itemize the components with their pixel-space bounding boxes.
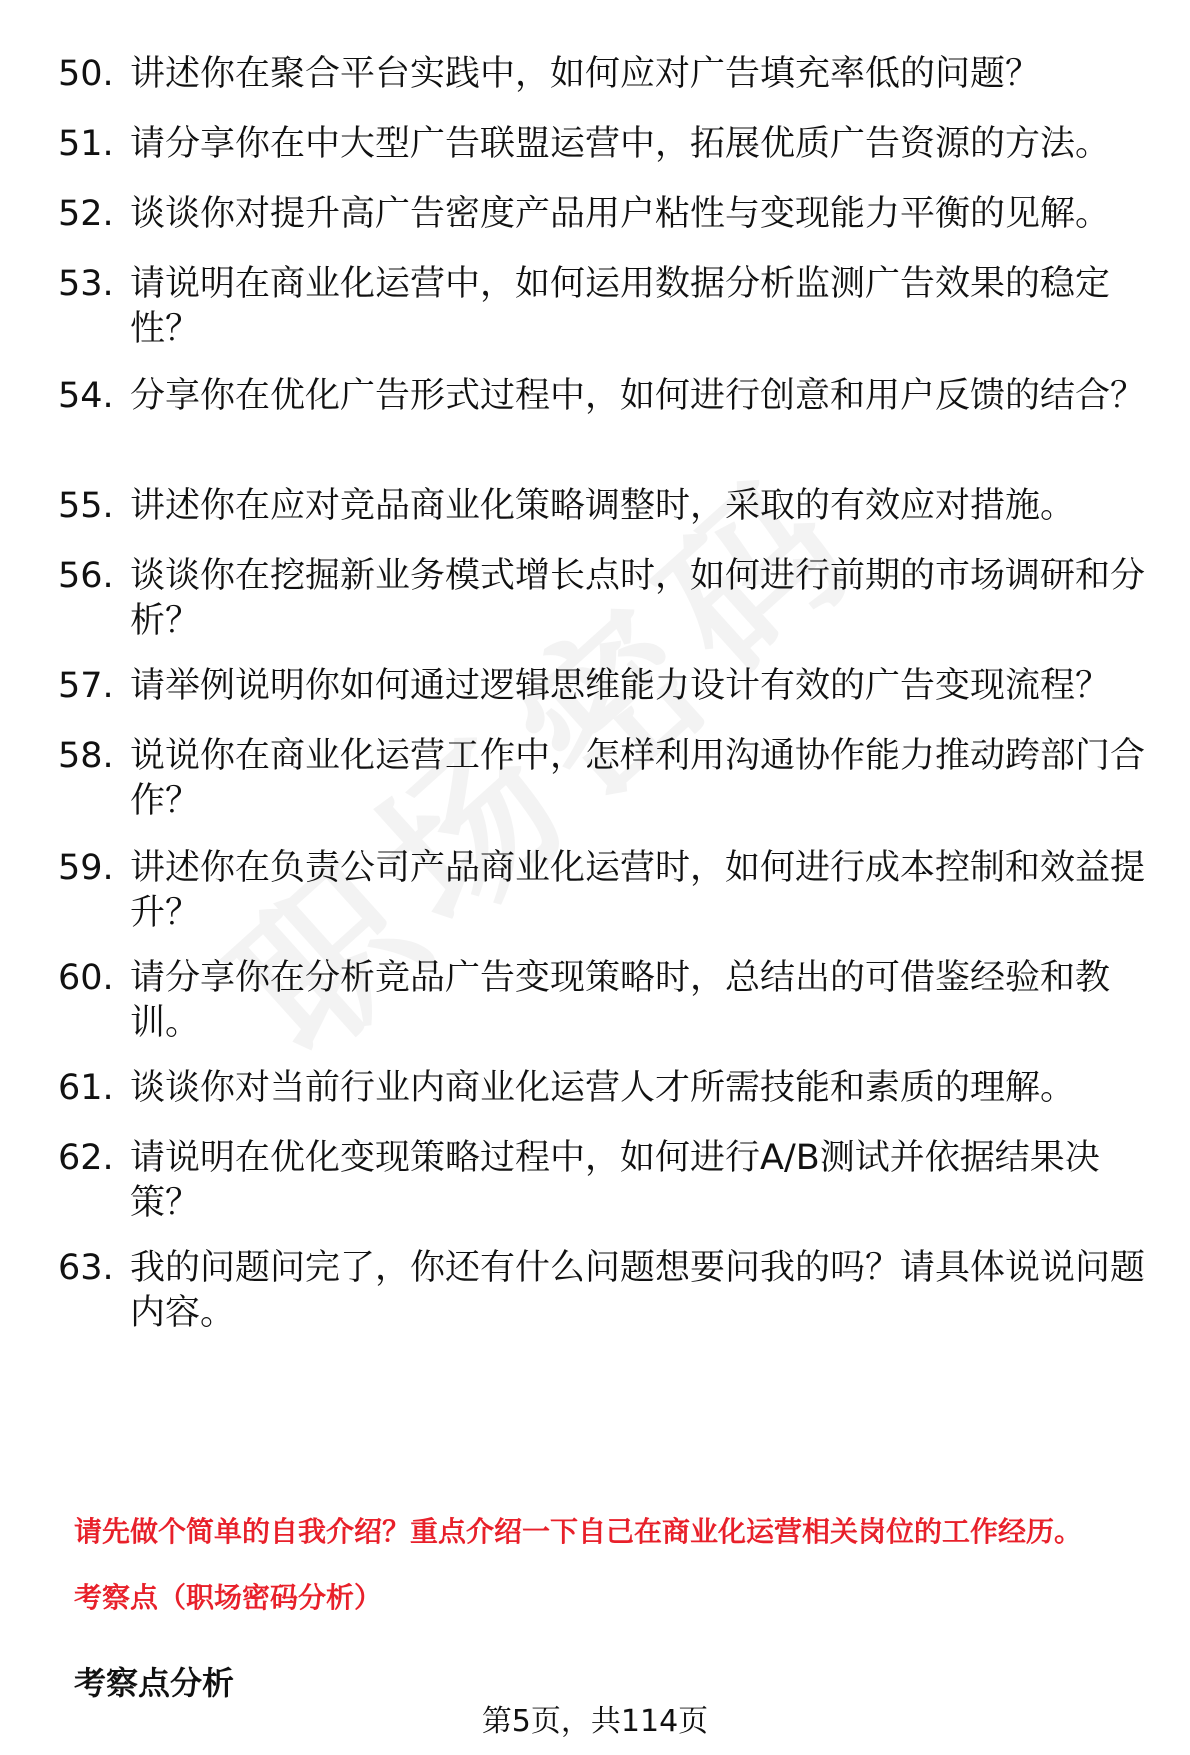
question-item — [58, 554, 1148, 644]
question-number: 54. — [58, 376, 114, 416]
question-text: 讲述你在聚合平台实践中，如何应对广告填充率低的问题？ — [130, 54, 1041, 94]
question-text: 请说明在优化变现策略过程中，如何进行A/B测试并依据结果决策？ — [130, 1138, 1100, 1223]
question-number: 58. — [58, 736, 114, 776]
question-item — [58, 956, 1148, 1046]
question-number: 63. — [58, 1248, 114, 1288]
question-number: 60. — [58, 958, 114, 998]
question-item — [58, 1136, 1148, 1226]
question-item — [58, 122, 1110, 167]
question-number: 62. — [58, 1138, 114, 1178]
question-number: 53. — [58, 264, 114, 304]
question-number: 57. — [58, 666, 114, 706]
question-item — [58, 374, 1145, 419]
question-number: 51. — [58, 124, 114, 164]
question-number: 50. — [58, 54, 114, 94]
question-text: 请分享你在中大型广告联盟运营中，拓展优质广告资源的方法。 — [130, 124, 1111, 164]
page-footer: 第5页，共114页 — [481, 1704, 709, 1739]
question-item — [58, 192, 1110, 237]
question-item — [58, 1066, 1075, 1111]
question-item — [58, 52, 1040, 97]
question-text: 说说你在商业化运营工作中，怎样利用沟通协作能力推动跨部门合作？ — [130, 736, 1146, 821]
question-item — [58, 262, 1148, 352]
question-text: 谈谈你在挖掘新业务模式增长点时，如何进行前期的市场调研和分析？ — [130, 556, 1146, 641]
question-text: 我的问题问完了，你还有什么问题想要问我的吗？请具体说说问题内容。 — [130, 1248, 1146, 1333]
highlight-question: 请先做个简单的自我介绍？重点介绍一下自己在商业化运营相关岗位的工作经历。 — [74, 1515, 1083, 1548]
question-text: 分享你在优化广告形式过程中，如何进行创意和用户反馈的结合？ — [130, 376, 1146, 416]
question-item — [58, 664, 1110, 709]
question-text: 请分享你在分析竞品广告变现策略时，总结出的可借鉴经验和教训。 — [130, 958, 1111, 1043]
question-item — [58, 734, 1148, 824]
question-number: 59. — [58, 848, 114, 888]
inspection-point-label: 考察点（职场密码分析） — [74, 1581, 383, 1614]
question-text: 请举例说明你如何通过逻辑思维能力设计有效的广告变现流程？ — [130, 666, 1111, 706]
question-text: 讲述你在应对竞品商业化策略调整时，采取的有效应对措施。 — [130, 486, 1076, 526]
question-text: 讲述你在负责公司产品商业化运营时，如何进行成本控制和效益提升？ — [130, 848, 1146, 933]
question-number: 55. — [58, 486, 114, 526]
analysis-heading: 考察点分析 — [74, 1664, 235, 1702]
question-item — [58, 1246, 1148, 1336]
question-item — [58, 846, 1148, 936]
question-number: 52. — [58, 194, 114, 234]
question-text: 请说明在商业化运营中，如何运用数据分析监测广告效果的稳定性？ — [130, 264, 1111, 349]
question-text: 谈谈你对提升高广告密度产品用户粘性与变现能力平衡的见解。 — [130, 194, 1111, 234]
question-text: 谈谈你对当前行业内商业化运营人才所需技能和素质的理解。 — [130, 1068, 1076, 1108]
question-item — [58, 484, 1075, 529]
question-number: 56. — [58, 556, 114, 596]
question-number: 61. — [58, 1068, 114, 1108]
